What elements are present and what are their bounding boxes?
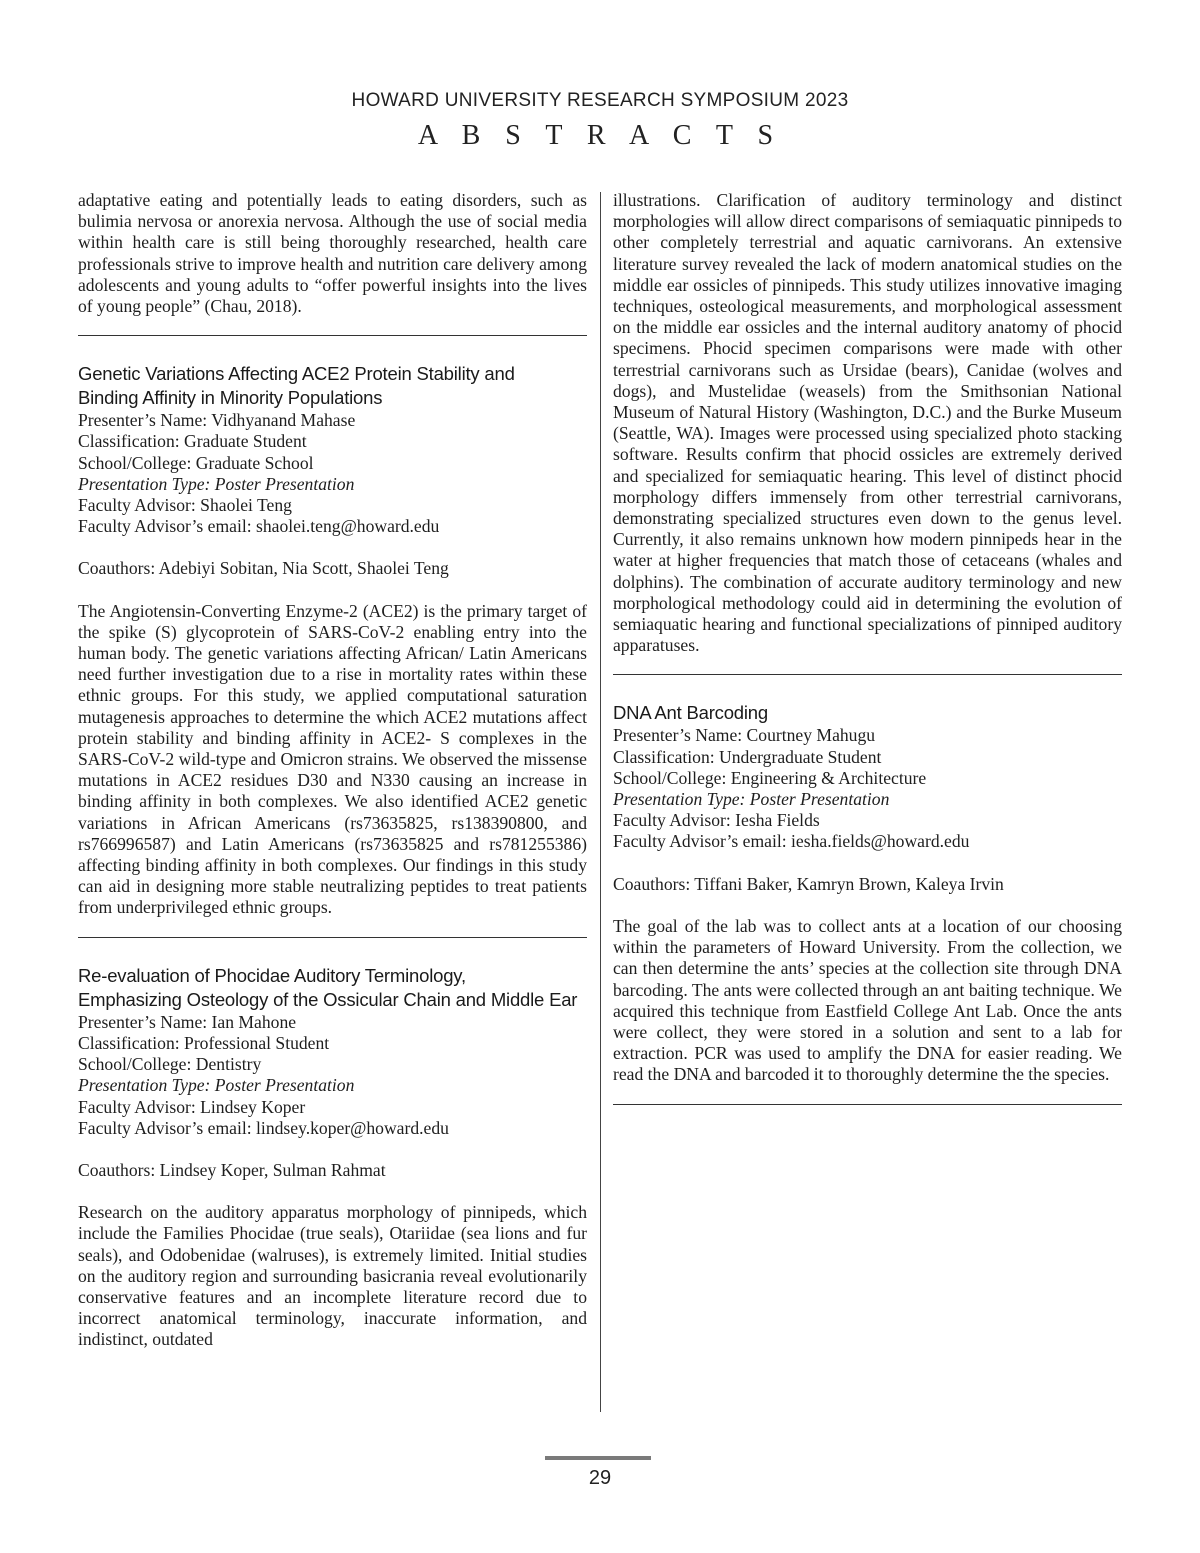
faculty-advisor: Faculty Advisor: Lindsey Koper xyxy=(78,1096,306,1117)
section-title: A B S T R A C T S xyxy=(417,120,783,151)
school-college: School/College: Dentistry xyxy=(78,1054,262,1075)
abstract-meta xyxy=(613,725,1122,852)
page-number: 29 xyxy=(588,1467,612,1489)
abstract-title-line: Re-evaluation of Phocidae Auditory Terminology, xyxy=(78,964,466,986)
faculty-advisor: Faculty Advisor: Shaolei Teng xyxy=(78,495,292,516)
abstract-body: Research on the auditory apparatus morphology of pinnipeds, which include the Families Phocidae (true seals), Otariidae (sea lions and fur seals), and Odobenidae (walruses), is extremely limited. Initial studies on the auditory region and surrounding basicrania reveal evolutionarily conservative features and an incomplete literature record due to incorrect anatomical terminology, inaccurate information, and indistinct, outdated xyxy=(78,1202,587,1350)
abstract-title-line: Genetic Variations Affecting ACE2 Protein Stability and xyxy=(78,363,515,385)
classification: Classification: Professional Student xyxy=(78,1032,330,1053)
footer-bar xyxy=(545,1456,651,1460)
coauthors: Coauthors: Adebiyi Sobitan, Nia Scott, Shaolei Teng xyxy=(78,558,449,579)
school-college: School/College: Engineering & Architecture xyxy=(613,767,927,788)
section-rule xyxy=(78,937,587,938)
faculty-advisor-email: Faculty Advisor’s email: shaolei.teng@howard.edu xyxy=(78,516,440,537)
presenter-name: Presenter’s Name: Vidhyanand Mahase xyxy=(78,410,356,431)
faculty-advisor: Faculty Advisor: Iesha Fields xyxy=(613,810,820,831)
page-header xyxy=(0,90,1200,152)
coauthors: Coauthors: Tiffani Baker, Kamryn Brown, Kaleya Irvin xyxy=(613,873,1004,894)
classification: Classification: Graduate Student xyxy=(78,431,307,452)
abstract-body: The Angiotensin-Converting Enzyme-2 (ACE2) is the primary target of the spike (S) glycoprotein of SARS-CoV-2 enabling entry into the human body. The genetic variations affecting African/ Latin Americans need further investigation due to a rise in mortality rates within these ethnic groups. For this study, we applied computational saturation mutagenesis approaches to determine the which ACE2 mutations affect protein stability and binding affinity in ACE2- S complexes in the SARS-CoV-2 wild-type and Omicron strains. We observed the missense mutations in ACE2 residues D30 and N330 causing an increase in binding affinity in both complexes. We also identified ACE2 genetic variations in African Americans (rs73635825, rs138390800, and rs766996587) and Latin Americans (rs73635825 and rs781255386) affecting binding affinity in both complexes. Our findings in this study can aid in designing more stable neutralizing peptides to treat patients from underprivileged ethnic groups. xyxy=(78,600,587,918)
presenter-name: Presenter’s Name: Courtney Mahugu xyxy=(613,725,876,746)
section-rule xyxy=(613,674,1122,675)
section-rule xyxy=(78,335,587,336)
abstract-meta xyxy=(78,1012,587,1139)
faculty-advisor-email: Faculty Advisor’s email: lindsey.koper@howard.edu xyxy=(78,1117,449,1138)
faculty-advisor-email: Faculty Advisor’s email: iesha.fields@howard.edu xyxy=(613,831,970,852)
coauthors: Coauthors: Lindsey Koper, Sulman Rahmat xyxy=(78,1159,386,1180)
continued-text-left: adaptative eating and potentially leads to eating disorders, such as bulimia nervosa or anorexia nervosa. Although the use of social media within health care is still being thoroughly researched, health care professionals strive to improve health and nutrition care delivery among adolescents and young adults to “offer powerful insights into the lives of young people” (Chau, 2018). xyxy=(78,190,587,317)
section-rule xyxy=(613,1104,1122,1105)
classification: Classification: Undergraduate Student xyxy=(613,746,882,767)
presentation-type: Presentation Type: Poster Presentation xyxy=(613,789,890,810)
presentation-type: Presentation Type: Poster Presentation xyxy=(78,1075,355,1096)
presenter-name: Presenter’s Name: Ian Mahone xyxy=(78,1011,297,1032)
abstract-title xyxy=(78,964,587,1012)
presentation-type: Presentation Type: Poster Presentation xyxy=(78,473,355,494)
abstract-title: DNA Ant Barcoding xyxy=(613,702,768,724)
abstract-title xyxy=(78,362,587,410)
abstract-title-line: Emphasizing Osteology of the Ossicular Chain and Middle Ear xyxy=(78,988,578,1010)
left-column xyxy=(78,190,587,1368)
abstract-ace2 xyxy=(78,362,587,937)
abstract-meta xyxy=(78,410,587,537)
continued-text-right: illustrations. Clarification of auditory terminology and distinct morphologies will allow direct comparisons of semiaquatic pinnipeds to other completely terrestrial and aquatic carnivorans. An extensive literature survey revealed the lack of modern anatomical studies on the middle ear ossicles of pinnipeds. This study utilizes innovative imaging techniques, osteological measurements, and morphological assessment on the middle ear ossicles and the internal auditory anatomy of phocid specimens. Phocid specimen comparisons were made with other terrestrial carnivorans such as Ursidae (bears), Canidae (wolves and dogs), and Mustelidae (weasels) from the Smithsonian National Museum of Natural History (Washington, D.C.) and the Burke Museum (Seattle, WA). Images were processed using specialized photo stacking software. Results confirm that phocid ossicles are extremely derived and specialized for semiaquatic hearing. This level of distinct phocid morphology differs immensely from other terrestrial carnivorans, demonstrating specialized structures even down to the genus level. Currently, it also remains unknown how modern pinnipeds hear in the water at higher frequencies that match those of cetaceans (whales and dolphins). The combination of accurate auditory terminology and new morphological methodology could aid in determining the evolution of semiaquatic hearing and functional specializations of pinniped auditory apparatuses. xyxy=(613,190,1122,656)
right-column xyxy=(613,190,1122,1105)
abstract-title-line: Binding Affinity in Minority Populations xyxy=(78,387,383,409)
abstract-body: The goal of the lab was to collect ants at a location of our choosing within the parameters of Howard University. From the collection, we can then determine the ants’ species at the collection site through DNA barcoding. The ants were collected through an ant baiting technique. We acquired this technique from Eastfield College Ant Lab. Once the ants were collect, they were stored in a solution and sent to a lab for extraction. PCR was used to amplify the DNA for easier reading. We read the DNA and barcoded it to thoroughly determine the the species. xyxy=(613,915,1122,1085)
school-college: School/College: Graduate School xyxy=(78,452,314,473)
column-divider xyxy=(600,192,601,1412)
symposium-title: HOWARD UNIVERSITY RESEARCH SYMPOSIUM 2023 xyxy=(351,90,849,111)
abstract-dna-ant xyxy=(613,701,1122,1104)
abstract-phocidae xyxy=(78,964,587,1351)
